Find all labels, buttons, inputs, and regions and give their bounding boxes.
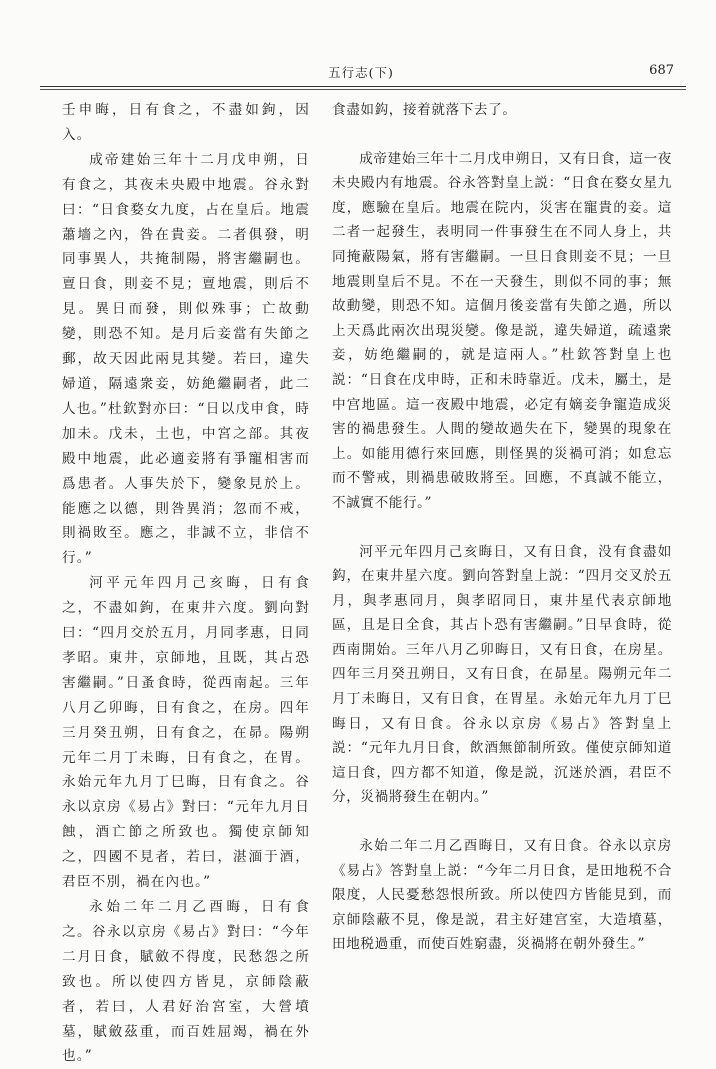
- paragraph: 成帝建始三年十二月戊申朔日，又有日食，這一夜未央殿内有地震。谷永答對皇上説：“日食在婺女星九度，應驗在皇后。地震在院内，災害在寵貴的妾。這二者一起發生，表明同一件事發生在不同人身上，共同掩蔽陽氣，將有害繼嗣。一旦日食則妾不見；一旦地震則皇后不見。不在一天發生，則似不同的事；無故動變，則恐不知。這個月後妾當有失節之過，所以上天爲此兩次出現災變。像是説，違失婦道，疏遠衆妾，妨绝繼嗣的，就是這兩人。”杜欽答對皇上也説：“日食在戊申時，正和未時靠近。戊未，屬土，是中宫地區。這一夜殿中地震，必定有嫡妾争寵造成災害的禍患發生。人間的變故過失在下，變異的現象在上。如能用德行來回應，則怪異的災禍可消；如怠忘而不警戒，則禍患破敗將至。回應，不真誠不能立，不誠實不能行。”: [332, 150, 672, 511]
- paragraph: 永始二年二月乙酉晦，日有食之。谷永以京房《易占》對曰：“今年二月日食，賦斂不得度，民愁怨之所致也。所以使四方皆見，京師陰蔽者，若曰，人君好治宮室，大營墳墓，賦斂茲重，而百姓屈竭，禍在外也。”: [62, 899, 310, 1065]
- page-header: [40, 62, 682, 80]
- paragraph: 食盡如鈎，接着就落下去了。: [332, 102, 517, 118]
- paragraph: 永始二年二月乙酉晦日，又有日食。谷永以京房《易占》答對皇上説：“今年二月日食，是田地税不合限度，人民憂愁怨恨所致。所以使四方皆能見到，而京師陰蔽不見，像是説，君主好建宫室，大造墳墓，田地税過重，而使百姓窮盡，災禍將在朝外發生。”: [332, 838, 672, 953]
- paragraph: 成帝建始三年十二月戊申朔，日有食之，其夜未央殿中地震。谷永對曰：“日食婺女九度，占在皇后。地震蕭墻之內，咎在貴妾。二者俱發，明同事異人，共掩制陽，將害繼嗣也。亶日食，則妾不見；亶地震，則后不見。異日而發，則似殊事；亡故動變，則恐不知。是月后妾當有失節之郵，故天因此兩見其變。若曰，違失婦道，隔遠衆妾，妨絶繼嗣者，此二人也。”杜欽對亦曰：“日以戊申食，時加未。戊未，土也，中宮之部。其夜殿中地震，此必適妾將有爭寵相害而爲患者。人事失於下，變象見於上。能應之以德，則咎異消；忽而不戒，則禍敗至。應之，非誠不立，非信不行。”: [62, 151, 310, 567]
- page-number: 687: [649, 63, 674, 78]
- paragraph: 壬申晦，日有食之，不盡如鉤，因入。: [62, 102, 310, 143]
- paragraph: 河平元年四月己亥晦，日有食之，不盡如鉤，在東井六度。劉向對曰：“四月交於五月，月同孝惠，日同孝昭。東井，京師地，且既，其占恐害繼嗣。”日蚤食時，從西南起。三年八月乙卯晦，日有食之，在房。四年三月癸丑朔，日有食之，在昴。陽朔元年二月丁未晦，日有食之，在胃。永始元年九月丁巳晦，日有食之。谷永以京房《易占》對曰：“元年九月日蝕，酒亡節之所致也。獨使京師知之，四國不見者，若曰，湛湎于酒，君臣不別，禍在內也。”: [62, 575, 310, 891]
- paragraph: 河平元年四月己亥晦日，又有日食，没有食盡如鈎，在東井星六度。劉向答對皇上説：“四月交叉於五月，與孝惠同月，與孝昭同日，東井星代表京師地區，且是日全食，其占卜恐有害繼嗣。”日早食時，從西南開始。三年八月乙卯晦日，又有日食，在房星。四年三月癸丑朔日，又有日食，在昴星。陽朔元年二月丁未晦日，又有日食，在胃星。永始元年九月丁巳晦日，又有日食。谷永以京房《易占》答對皇上説：“元年九月日食，飲酒無節制所致。僅使京師知道這日食，四方都不知道，像是説，沉迷於酒，君臣不分，災禍將發生在朝内。”: [332, 543, 672, 806]
- header-rule-thin: [40, 89, 686, 90]
- header-rule: [40, 86, 686, 87]
- translation-column: [332, 98, 672, 988]
- chapter-title: 五行志(下): [328, 65, 394, 80]
- classical-text-column: [62, 98, 310, 1065]
